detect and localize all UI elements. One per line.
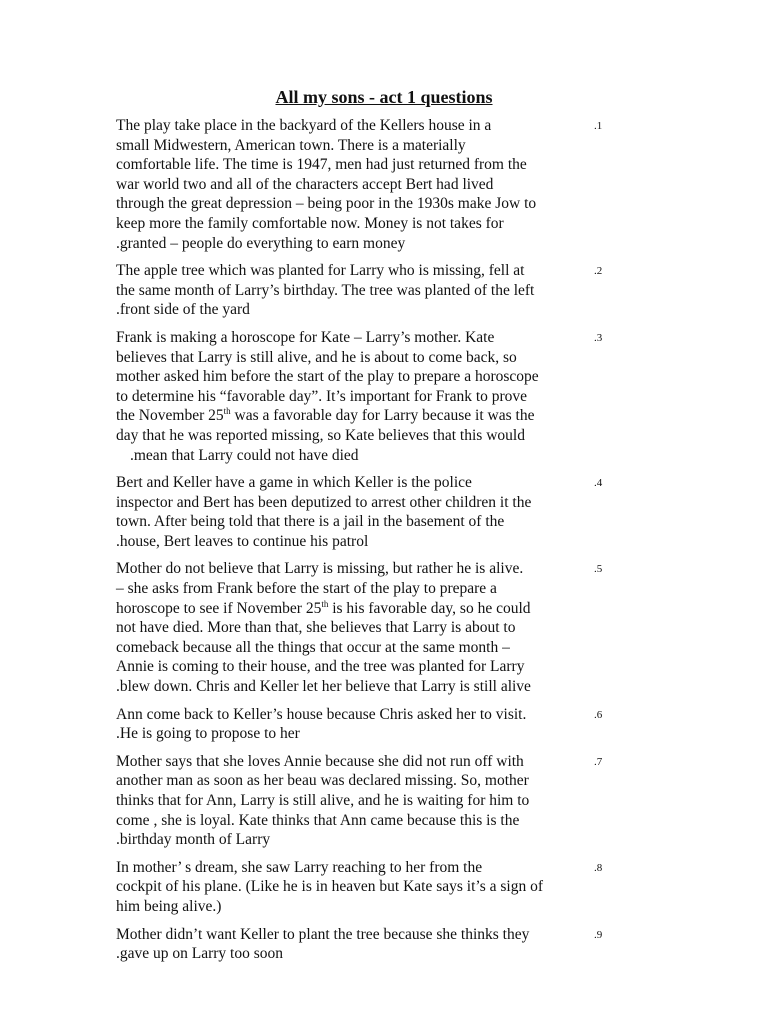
answer-number: .4 bbox=[594, 477, 603, 490]
answer-line: war world two and all of the characters accept Bert had lived bbox=[116, 175, 494, 193]
answer-line: .gave up on Larry too soon bbox=[116, 945, 284, 963]
answer-line: another man as soon as her beau was declared missing. So, mother bbox=[116, 772, 529, 790]
answer-line: .granted – people do everything to earn money bbox=[116, 234, 406, 252]
answer-paragraph bbox=[116, 116, 604, 253]
answer-text bbox=[116, 752, 604, 850]
answer-line: Frank is making a horoscope for Kate – Larry’s mother. Kate bbox=[116, 328, 495, 346]
answer-line: .birthday month of Larry bbox=[116, 831, 271, 849]
answer-text bbox=[116, 858, 604, 917]
answer-line: .blew down. Chris and Keller let her believe that Larry is still alive bbox=[116, 678, 531, 696]
answer-number: .1 bbox=[594, 120, 603, 132]
answer-line: .front side of the yard bbox=[116, 301, 250, 319]
answer-line: comeback because all the things that occur at the same month – bbox=[116, 638, 510, 656]
answer-line: Ann come back to Keller’s house because Chris asked her to visit. bbox=[116, 705, 527, 723]
answer-line: day that he was reported missing, so Kate believes that this would bbox=[116, 426, 525, 444]
answer-line: comfortable life. The time is 1947, men had just returned from the bbox=[116, 156, 527, 174]
answer-line: to determine his “favorable day”. It’s important for Frank to prove bbox=[116, 387, 528, 405]
answer-line: town. After being told that there is a jail in the basement of the bbox=[116, 513, 505, 531]
answer-paragraph bbox=[116, 559, 604, 696]
answer-line: The play take place in the backyard of the Kellers house in a bbox=[116, 117, 492, 134]
answer-line: small Midwestern, American town. There is a materially bbox=[116, 136, 466, 154]
answer-line: believes that Larry is still alive, and he is about to come back, so bbox=[116, 348, 517, 366]
answer-text bbox=[116, 116, 604, 253]
answer-line: keep more the family comfortable now. Money is not takes for bbox=[116, 214, 504, 232]
answer-line: .He is going to propose to her bbox=[116, 725, 300, 743]
answer-line: thinks that for Ann, Larry is still alive, and he is waiting for him to bbox=[116, 792, 530, 809]
answer-line: Mother didn’t want Keller to plant the tree because she thinks they bbox=[116, 925, 530, 943]
answer-line: through the great depression – being poor in the 1930s make Jow to bbox=[116, 195, 537, 213]
answer-number: .3 bbox=[594, 331, 603, 344]
answer-line: him being alive.) bbox=[116, 897, 222, 915]
answer-number: .2 bbox=[594, 265, 603, 278]
answer-text bbox=[116, 559, 604, 696]
answer-line: In mother’ s dream, she saw Larry reaching to her from the bbox=[116, 858, 483, 876]
answer-number: .5 bbox=[594, 563, 603, 576]
answer-text bbox=[116, 473, 604, 551]
answer-line: not have died. More than that, she believes that Larry is about to bbox=[116, 619, 516, 637]
answer-line: Mother says that she loves Annie because she did not run off with bbox=[116, 752, 524, 770]
answer-line: the November 25th was a favorable day for Larry because it was the bbox=[116, 406, 535, 425]
answers-list bbox=[116, 116, 604, 972]
answer-number: .7 bbox=[594, 755, 603, 768]
answer-paragraph bbox=[116, 925, 604, 964]
answer-line: cockpit of his plane. (Like he is in heaven but Kate says it’s a sign of bbox=[116, 878, 544, 896]
answer-number: .8 bbox=[594, 861, 603, 874]
answer-text bbox=[116, 328, 604, 465]
answer-line: Mother do not believe that Larry is missing, but rather he is alive. bbox=[116, 560, 524, 578]
answer-line: inspector and Bert has been deputized to arrest other children it the bbox=[116, 493, 532, 511]
answer-text bbox=[116, 261, 604, 320]
answer-number: .6 bbox=[594, 708, 603, 721]
answer-line: Bert and Keller have a game in which Keller is the police bbox=[116, 474, 472, 492]
answer-line: the same month of Larry’s birthday. The tree was planted of the left bbox=[116, 281, 535, 299]
answer-text bbox=[116, 925, 604, 964]
answer-text bbox=[116, 705, 604, 744]
answer-paragraph bbox=[116, 473, 604, 551]
answer-line: horoscope to see if November 25th is his favorable day, so he could bbox=[116, 598, 531, 617]
answer-paragraph bbox=[116, 705, 604, 744]
answer-paragraph bbox=[116, 261, 604, 320]
answer-number: .9 bbox=[594, 928, 603, 941]
answer-paragraph bbox=[116, 858, 604, 917]
answer-line: Annie is coming to their house, and the tree was planted for Larry bbox=[116, 658, 525, 676]
answer-paragraph bbox=[116, 328, 604, 465]
answer-line: mother asked him before the start of the play to prepare a horoscope bbox=[116, 368, 539, 386]
document-title: All my sons - act 1 questions bbox=[275, 87, 493, 107]
answer-line: .house, Bert leaves to continue his patrol bbox=[116, 532, 369, 550]
answer-line: – she asks from Frank before the start of the play to prepare a bbox=[116, 580, 497, 598]
answer-paragraph bbox=[116, 752, 604, 850]
answer-line: .mean that Larry could not have died bbox=[130, 446, 359, 464]
answer-line: The apple tree which was planted for Larry who is missing, fell at bbox=[116, 262, 525, 280]
answer-line: come , she is loyal. Kate thinks that Ann came because this is the bbox=[116, 811, 520, 829]
